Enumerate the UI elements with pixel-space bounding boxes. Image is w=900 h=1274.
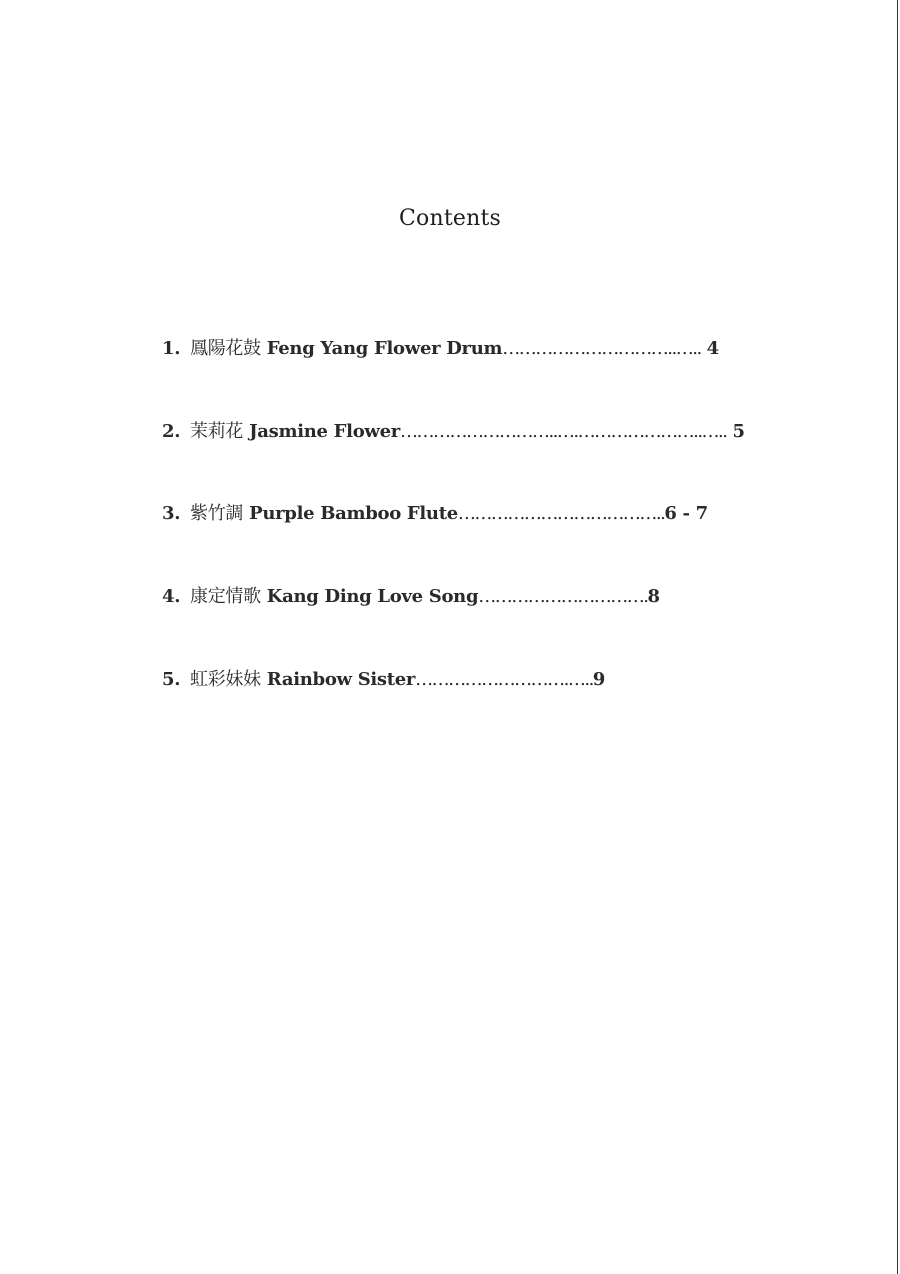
toc-entry-number: 5.: [162, 668, 181, 690]
toc-entry-english-title: Rainbow Sister: [266, 668, 416, 690]
table-of-contents: [162, 334, 745, 747]
toc-entry-leader: ………………………………..: [457, 503, 665, 525]
toc-entry-english-title: Jasmine Flower: [249, 420, 400, 442]
toc-entry-2: [162, 417, 745, 500]
toc-entry-chinese-title: 鳳陽花鼓: [190, 338, 261, 359]
toc-entry-4: [162, 582, 745, 665]
toc-entry-chinese-title: 虹彩妹妹: [190, 668, 261, 690]
toc-entry-leader: ………………………..….…………………..…..: [399, 420, 727, 442]
toc-entry-leader: ………………………….: [478, 586, 648, 608]
toc-entry-page: 9: [592, 668, 606, 690]
toc-entry-page: 8: [647, 586, 660, 608]
toc-entry-number: 1.: [162, 338, 181, 359]
toc-entry-chinese-title: 紫竹調: [190, 503, 244, 525]
toc-entry-english-title: Feng Yang Flower Drum: [266, 338, 503, 359]
toc-entry-5: [162, 665, 745, 748]
toc-entry-3: [162, 499, 745, 582]
toc-entry-chinese-title: 茉莉花: [190, 420, 244, 442]
toc-entry-page: 5: [726, 420, 745, 442]
toc-entry-chinese-title: 康定情歌: [190, 586, 261, 608]
toc-entry-number: 3.: [162, 503, 181, 525]
contents-title: Contents: [398, 206, 501, 231]
toc-entry-leader: …………………………..…..: [502, 338, 701, 359]
toc-entry-1: [162, 334, 745, 417]
toc-entry-english-title: Kang Ding Love Song: [266, 586, 479, 608]
toc-entry-page: 4: [700, 338, 719, 359]
toc-entry-page: 6 - 7: [664, 503, 708, 525]
toc-entry-english-title: Purple Bamboo Flute: [249, 503, 458, 525]
toc-entry-leader: ……………………….…..: [415, 668, 593, 690]
toc-entry-number: 4.: [162, 586, 181, 608]
toc-entry-number: 2.: [162, 420, 181, 442]
